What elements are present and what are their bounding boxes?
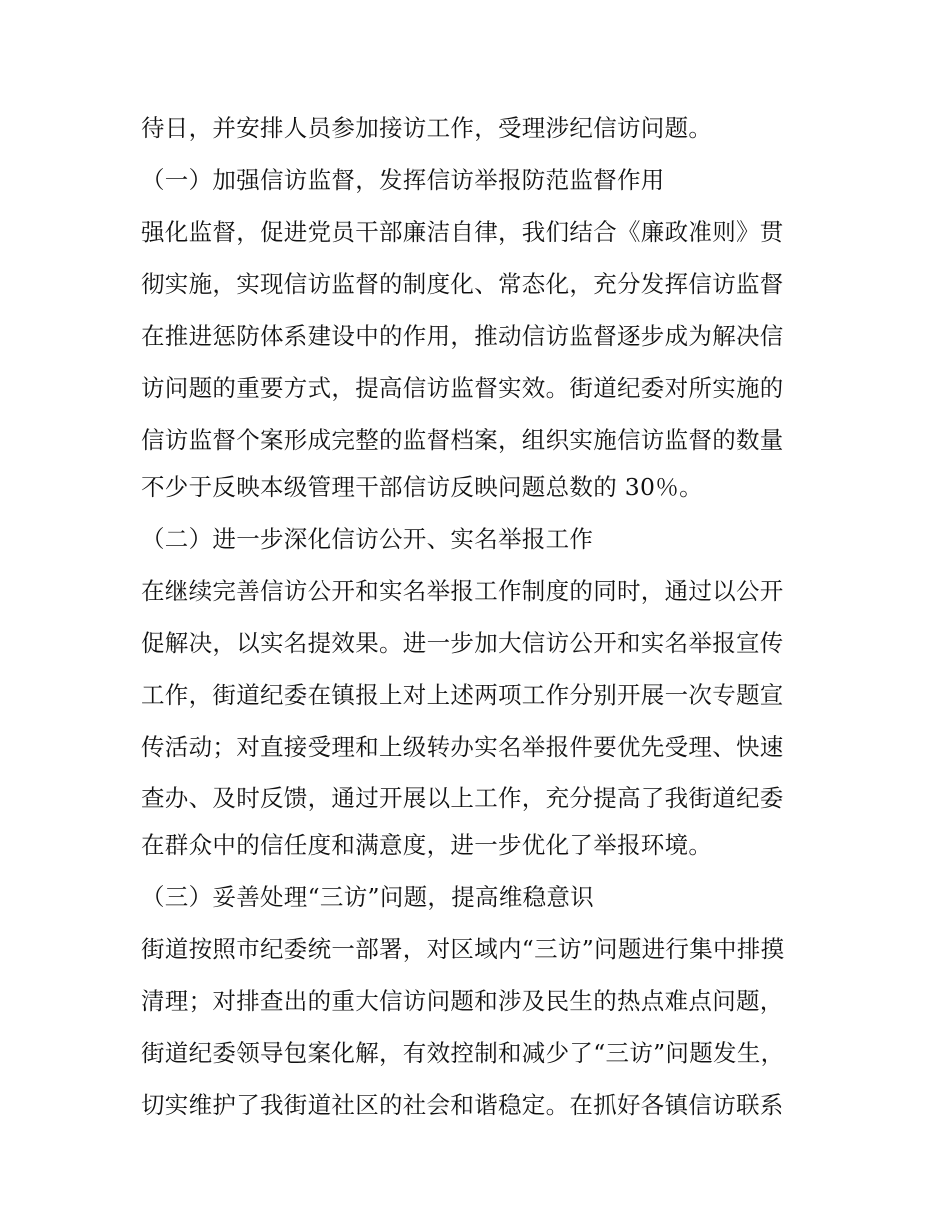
section-heading-1: （一）加强信访监督，发挥信访举报防范监督作用 [141,166,665,194]
paragraph-line: 街道纪委领导包案化解，有效控制和减少了“三访”问题发生， [141,1039,785,1067]
paragraph-line: 街道按照市纪委统一部署，对区域内“三访”问题进行集中排摸 [141,935,785,963]
paragraph-line: 查办、及时反馈，通过开展以上工作，充分提高了我街道纪委 [141,784,784,812]
paragraph-line: 工作，街道纪委在镇报上对上述两项工作分别开展一次专题宣 [141,681,784,709]
paragraph-line: 待日，并安排人员参加接访工作，受理涉纪信访问题。 [141,114,713,142]
paragraph-line: 彻实施，实现信访监督的制度化、常态化，充分发挥信访监督 [141,270,784,298]
paragraph-line: 促解决，以实名提效果。进一步加大信访公开和实名举报宣传 [141,629,784,657]
paragraph-line: 在继续完善信访公开和实名举报工作制度的同时，通过以公开 [141,577,784,605]
paragraph-line: 在推进惩防体系建设中的作用，推动信访监督逐步成为解决信 [141,322,784,350]
paragraph-line: 强化监督，促进党员干部廉洁自律，我们结合《廉政准则》贯 [141,218,784,246]
paragraph-line: 切实维护了我街道社区的社会和谐稳定。在抓好各镇信访联系 [141,1091,784,1119]
paragraph-line: 不少于反映本级管理干部信访反映问题总数的 30％。 [141,473,703,501]
section-heading-3: （三）妥善处理“三访”问题，提高维稳意识 [141,883,595,911]
paragraph-line: 信访监督个案形成完整的监督档案，组织实施信访监督的数量 [141,426,784,454]
paragraph-line: 传活动；对直接受理和上级转办实名举报件要优先受理、快速 [141,733,784,761]
paragraph-line: 清理；对排查出的重大信访问题和涉及民生的热点难点问题， [141,987,784,1015]
paragraph-line: 访问题的重要方式，提高信访监督实效。街道纪委对所实施的 [141,374,784,402]
section-heading-2: （二）进一步深化信访公开、实名举报工作 [141,525,594,553]
paragraph-line: 在群众中的信任度和满意度，进一步优化了举报环境。 [141,831,713,859]
